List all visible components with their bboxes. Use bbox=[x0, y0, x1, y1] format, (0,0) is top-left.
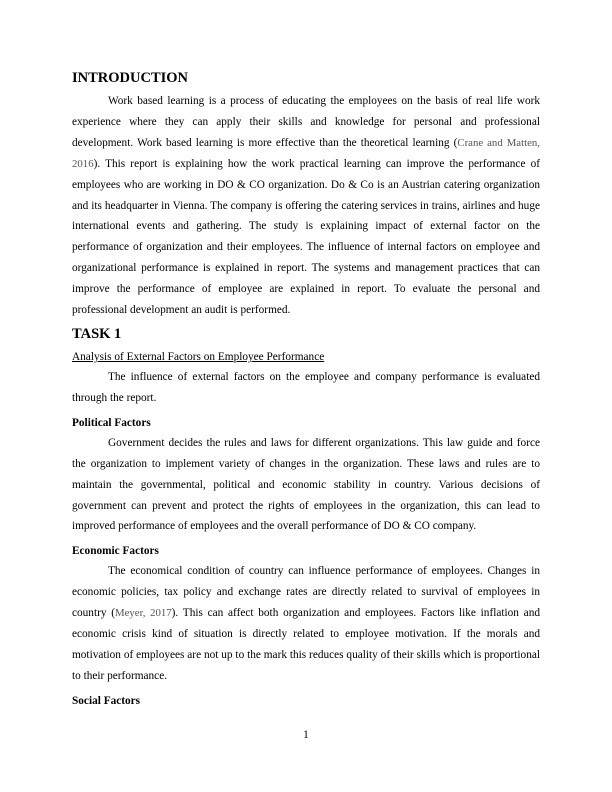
economic-factors-heading: Economic Factors bbox=[72, 545, 159, 558]
intro-citation: Crane and Matten, 2016 bbox=[72, 136, 540, 170]
economic-text-a: The economical condition of country can influence performance of employees. Changes in economic policies, tax policy and exchange rates are directly related to survival of employees in country ( bbox=[72, 565, 540, 620]
economic-text-b: ). This can affect both organization and employees. Factors like inflation and economic crisis kind of situation is directly related to employee motivation. If the morals and motivation of employees are not up to the mark this reduces quality of their skills which is proportional to their performance. bbox=[72, 607, 540, 682]
economic-factors-paragraph bbox=[72, 561, 540, 686]
introduction-paragraph bbox=[72, 91, 540, 321]
document-page bbox=[72, 68, 540, 711]
intro-text-b: ). This report is explaining how the work practical learning can improve the performance of employees who are working in DO & CO organization. Do & Co is an Austrian catering organization and its headquarter in Vienna. The company is offering the catering services in trains, airlines and huge international events and gathering. The study is explaining impact of external factor on the performance of organization and their employees. The influence of internal factors on employee and organizational performance is explained in report. The systems and management practices that can improve the performance of employee are explained in report. To evaluate the personal and professional development an audit is performed. bbox=[72, 157, 540, 317]
intro-text-a: Work based learning is a process of educating the employees on the basis of real life work experience where they can apply their skills and knowledge for personal and professional development. Work based learning is more effective than the theoretical learning ( bbox=[72, 95, 540, 149]
task1-heading: TASK 1 bbox=[72, 325, 122, 342]
economic-citation: Meyer, 2017 bbox=[115, 607, 172, 620]
task1-intro-paragraph: The influence of external factors on the employee and company performance is evaluated through the report. bbox=[72, 370, 540, 404]
task1-subheading: Analysis of External Factors on Employee Performance bbox=[72, 350, 325, 363]
political-factors-paragraph: Government decides the rules and laws for different organizations. This law guide and force the organization to implement variety of changes in the organization. These laws and rules are to maintain the governmental, political and economic stability in country. Various decisions of government can prevent and protect the rights of employees in the organization, this can lead to improved performance of employees and the overall performance of DO & CO company. bbox=[72, 436, 540, 533]
political-factors-heading: Political Factors bbox=[72, 416, 151, 429]
page-number: 1 bbox=[303, 729, 309, 741]
introduction-heading: INTRODUCTION bbox=[72, 70, 189, 86]
social-factors-heading: Social Factors bbox=[72, 694, 141, 707]
